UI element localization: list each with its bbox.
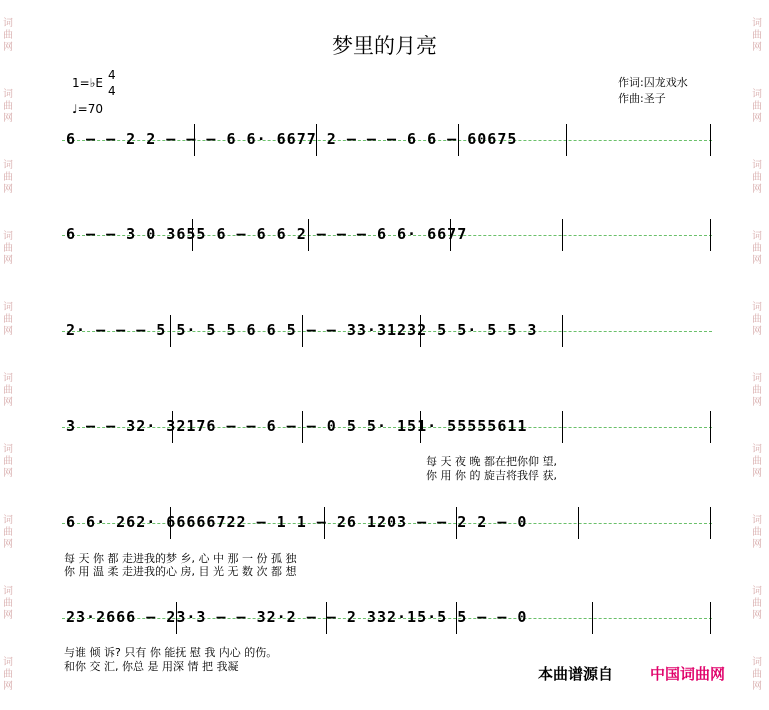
time-numerator: 4 [108, 68, 116, 82]
lyrics-line-1: 每 天 夜 晚 都在把你仰 望, [426, 455, 557, 468]
staff-notes: 6 — — 2 2 — — — 6 6· 6677 2 — — — 6 6 — 60675 [66, 130, 518, 148]
staff-3 [62, 311, 712, 351]
lyrics-line-2: 你 用 你 的 旋吉将我俘 获, [426, 469, 557, 482]
composer-credit: 作曲:圣子 [618, 92, 666, 105]
staff-2 [62, 215, 712, 255]
staff-5 [62, 503, 712, 543]
lyrics-line-2: 和你 交 汇, 你总 是 用深 情 把 我凝 [64, 660, 239, 673]
staff-notes: 6 6· 262· 66666722 — 1 1 — 26 1203 — — 2 2 — 0 [66, 513, 528, 531]
lyrics-line-2: 你 用 温 柔 走进我的心 房, 目 光 无 数 次 都 想 [64, 565, 297, 578]
tempo-mark: ♩=70 [72, 102, 103, 116]
staff-notes: 23·2666 — 23·3 — — 32·2 — — 2 332·15·5 5 — — 0 [66, 608, 528, 626]
staff-6 [62, 598, 712, 638]
staff-notes: 6 — — 3 0 3655 6 — 6 6 2 — — — 6 6· 6677 [66, 225, 468, 243]
lyrics-line-1: 每 天 你 都 走进我的梦 乡, 心 中 那 一 份 孤 独 [64, 552, 297, 565]
staff-4 [62, 407, 712, 447]
source-label: 本曲谱源自 [538, 665, 614, 683]
staff-1 [62, 120, 712, 160]
left-watermark: 词曲网 词曲网 词曲网 词曲网 词曲网 词曲网 词曲网 词曲网 词曲网 词曲网 [3, 17, 13, 692]
right-watermark: 词曲网 词曲网 词曲网 词曲网 词曲网 词曲网 词曲网 词曲网 词曲网 词曲网 [752, 17, 762, 692]
lyricist-credit: 作词:囚龙戏水 [618, 76, 688, 89]
site-logo: 中国词曲网 [650, 665, 726, 683]
song-title: 梦里的月亮 [332, 34, 437, 58]
time-denominator: 4 [108, 84, 116, 98]
lyrics-line-1: 与谁 倾 诉? 只有 你 能抚 慰 我 内心 的伤。 [64, 646, 278, 659]
key-signature: 1=♭E [72, 76, 103, 90]
staff-notes: 3 — — 32· 32176 — — 6 — — 0 5 5· 151· 55555611 [66, 417, 528, 435]
staff-notes: 2· — — — 5 5· 5 5 6 6 5 — — 33·31232 5 5· 5 5 3 [66, 321, 538, 339]
